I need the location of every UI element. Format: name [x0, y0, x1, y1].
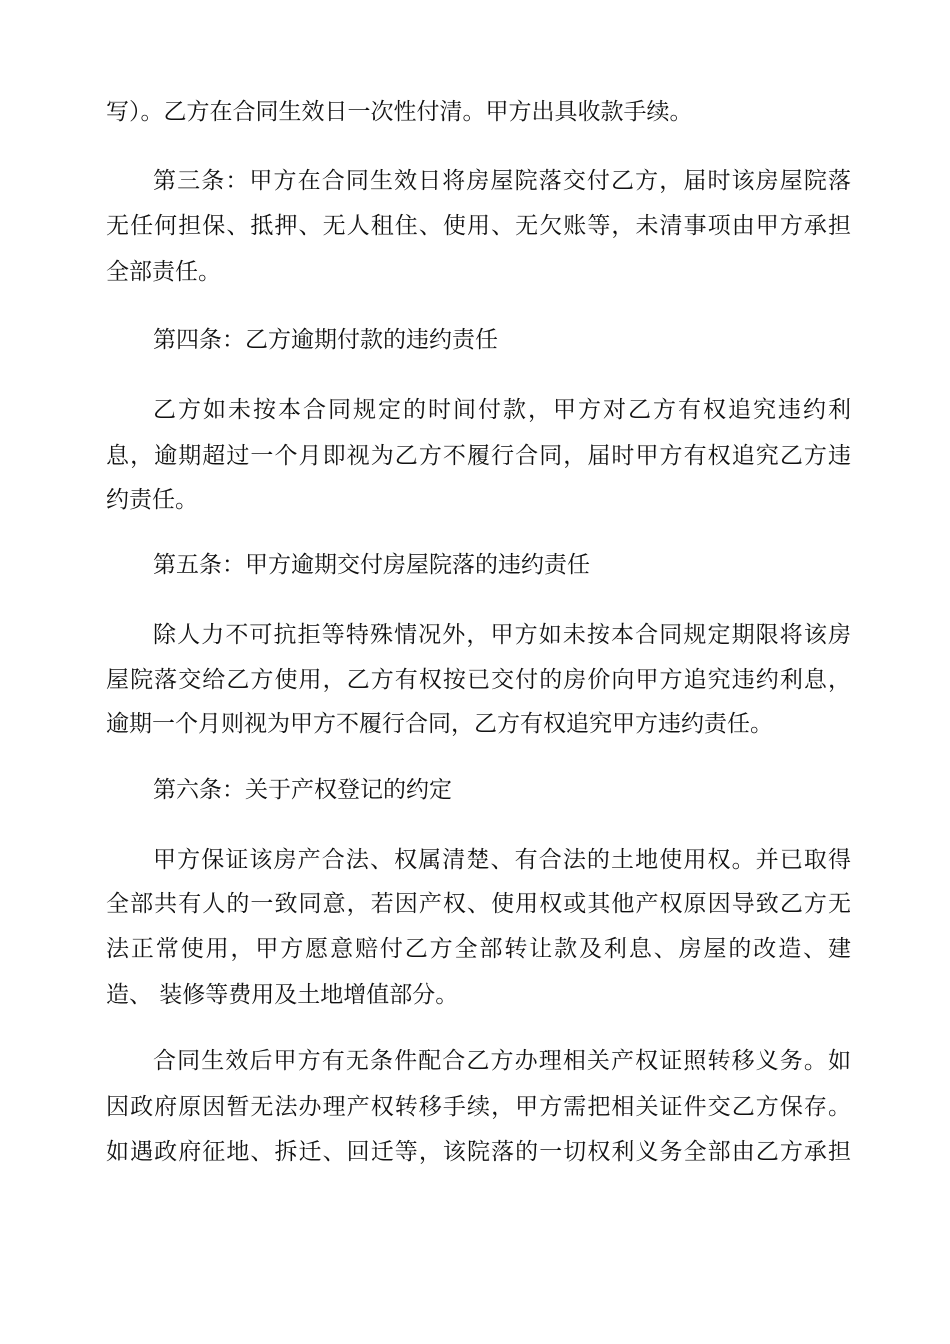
paragraph-line: 息，逾期超过一个月即视为乙方不履行合同，届时甲方有权追究乙方违: [106, 443, 851, 469]
clause-3-line: 全部责任。: [106, 259, 221, 285]
paragraph-line: 因政府原因暂无法办理产权转移手续，甲方需把相关证件交乙方保存。: [106, 1094, 851, 1120]
clause-3-line: 第三条：甲方在合同生效日将房屋院落交付乙方，届时该房屋院落: [153, 168, 851, 194]
clause-4-heading: 第四条：乙方逾期付款的违约责任: [153, 327, 498, 353]
paragraph-line: 如遇政府征地、拆迁、回迁等，该院落的一切权利义务全部由乙方承担: [106, 1139, 851, 1165]
paragraph-line: 甲方保证该房产合法、权属清楚、有合法的土地使用权。并已取得: [153, 847, 851, 873]
clause-5-heading: 第五条：甲方逾期交付房屋院落的违约责任: [153, 552, 590, 578]
paragraph-line: 合同生效后甲方有无条件配合乙方办理相关产权证照转移义务。如: [153, 1048, 851, 1074]
paragraph-line: 全部共有人的一致同意，若因产权、使用权或其他产权原因导致乙方无: [106, 891, 851, 917]
clause-3-line: 无任何担保、抵押、无人租住、使用、无欠账等，未清事项由甲方承担: [106, 213, 851, 239]
clause-6-heading: 第六条：关于产权登记的约定: [153, 777, 452, 803]
paragraph-line: 屋院落交给乙方使用，乙方有权按已交付的房价向甲方追究违约利息，: [106, 667, 851, 693]
text-line: 写）。乙方在合同生效日一次性付清。甲方出具收款手续。: [106, 99, 693, 125]
paragraph-line: 除人力不可抗拒等特殊情况外，甲方如未按本合同规定期限将该房: [153, 622, 851, 648]
paragraph-line: 乙方如未按本合同规定的时间付款，甲方对乙方有权追究违约利: [153, 397, 851, 423]
paragraph-line: 造、 装修等费用及土地增值部分。: [106, 982, 459, 1008]
paragraph-line: 逾期一个月则视为甲方不履行合同，乙方有权追究甲方违约责任。: [106, 711, 773, 737]
paragraph-line: 约责任。: [106, 487, 198, 513]
paragraph-line: 法正常使用，甲方愿意赔付乙方全部转让款及利息、房屋的改造、建: [106, 936, 851, 962]
